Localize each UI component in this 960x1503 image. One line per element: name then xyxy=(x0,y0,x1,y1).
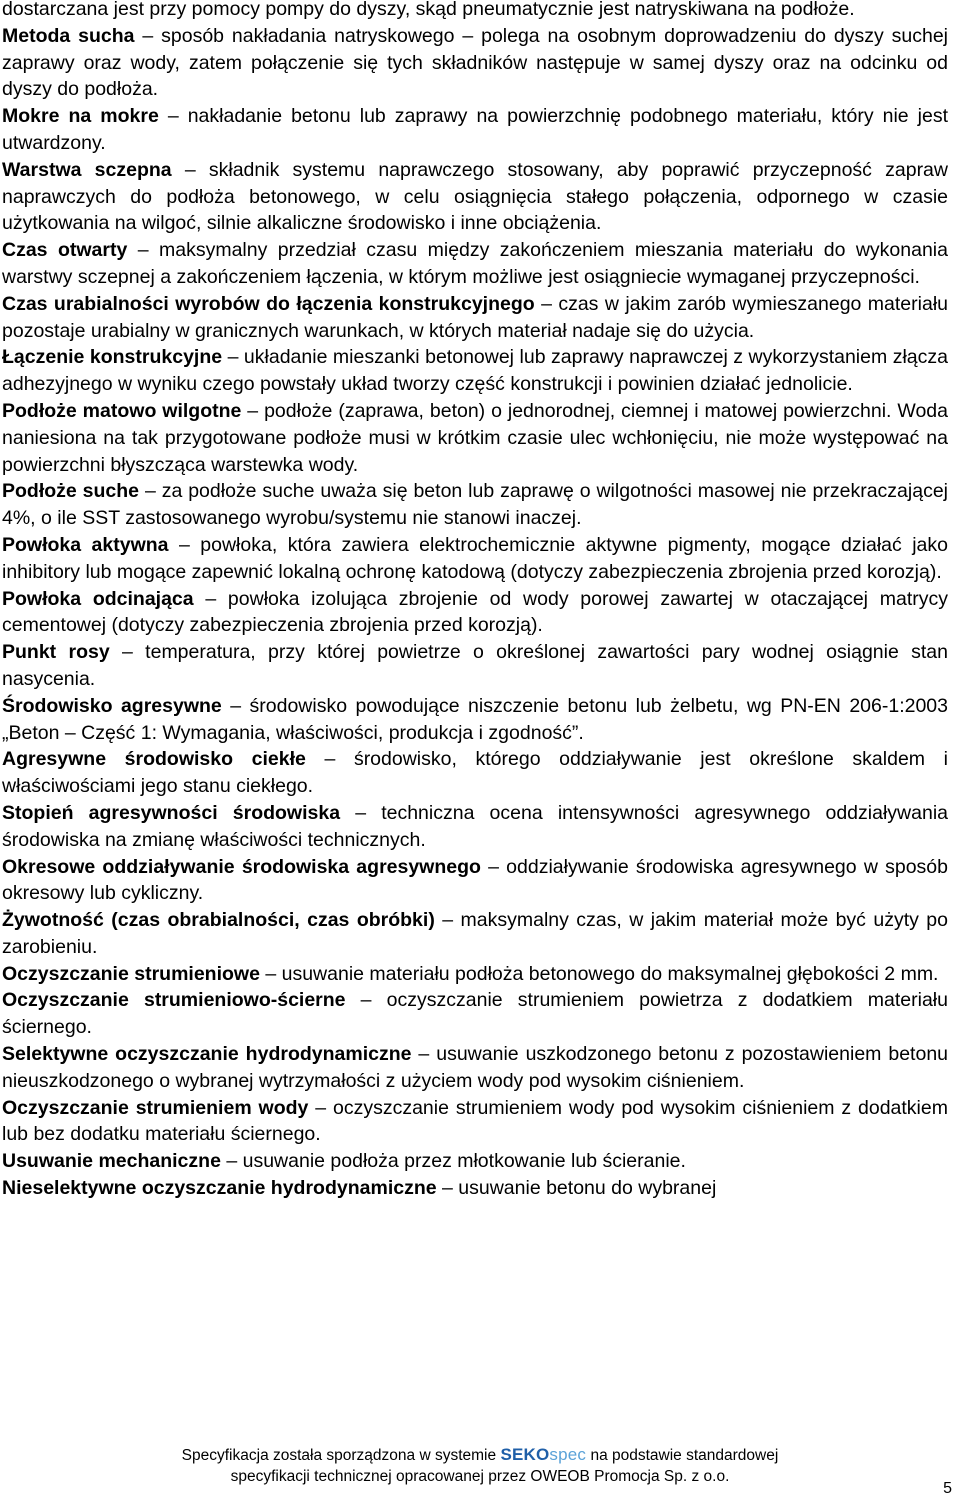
definition-term: Żywotność (czas obrabialności, czas obróbki) xyxy=(2,909,435,932)
sekospec-logo xyxy=(500,1445,586,1464)
definition-text: – usuwanie uszkodzonego betonu z pozostawieniem betonu nieuszkodzonego o wybranej wytrzymałości z użyciem wody pod wysokim ciśnieniem. xyxy=(2,1043,949,1092)
logo-part-seko: SEKO xyxy=(500,1445,550,1464)
definition-text: – temperatura, przy której powietrze o określonej zawartości pary wodnej osiągnie stan nasycenia. xyxy=(2,641,948,690)
definition-text: – oczyszczanie strumieniem powietrza z dodatkiem materiału ściernego. xyxy=(2,989,948,1039)
footer-line-1 xyxy=(0,1444,960,1466)
document-body xyxy=(2,0,948,1202)
definition-term: Selektywne oczyszczanie hydrodynamiczne xyxy=(2,1043,412,1066)
definition-text: – czas w jakim zarób wymieszanego materiału pozostaje urabialny w granicznych warunkach, w których materiał nadaje się do użycia. xyxy=(2,292,949,342)
definition-text: – środowisko, którego oddziaływanie jest określone skaldem i właściwościami jego stanu ciekłego. xyxy=(2,748,948,798)
definition-text: – usuwanie materiału podłoża betonowego do maksymalnej głębokości 2 mm. xyxy=(259,962,939,985)
page-footer xyxy=(0,1444,960,1487)
definition-paragraph xyxy=(2,586,948,640)
definition-text: – oczyszczanie strumieniem wody pod wysokim ciśnieniem z dodatkiem lub bez dodatku materiału ściernego. xyxy=(2,1096,948,1146)
definition-term: Metoda sucha xyxy=(2,24,135,47)
definition-term: Usuwanie mechaniczne xyxy=(2,1150,221,1173)
definition-paragraph xyxy=(2,103,948,157)
definition-text: – usuwanie podłoża przez młotkowanie lub ścieranie. xyxy=(220,1150,686,1173)
definition-text: – sposób nakładania natryskowego – polega na osobnym doprowadzeniu do dyszy suchej zaprawy oraz wody, zatem połączenie się tych składników następuje w samej dyszy oraz na odcinku od dyszy do podłoża. xyxy=(2,24,949,101)
definition-text: dostarczana jest przy pomocy pompy do dyszy, skąd pneumatycznie jest natryskiwana na podłoże. xyxy=(2,0,855,20)
definition-paragraph xyxy=(2,23,948,103)
definition-term: Oczyszczanie strumieniowo-ścierne xyxy=(2,989,346,1012)
definition-term: Powłoka odcinająca xyxy=(2,587,194,610)
definition-paragraph xyxy=(2,478,948,532)
definition-paragraph xyxy=(2,532,948,586)
definition-text: – oddziaływanie środowiska agresywnego w sposób okresowy lub cykliczny. xyxy=(2,855,948,905)
definition-term: Podłoże matowo wilgotne xyxy=(2,399,242,422)
definition-term: Punkt rosy xyxy=(2,641,110,664)
definition-text: – za podłoże suche uważa się beton lub zaprawę o wilgotności masowej nie przekraczającej 4%, o ile SST zastosowanego wyrobu/systemu nie stanowi inaczej. xyxy=(2,480,949,530)
definition-paragraph xyxy=(2,961,948,988)
definition-paragraph xyxy=(2,746,948,800)
definition-paragraph xyxy=(2,987,948,1041)
definition-term: Podłoże suche xyxy=(2,480,140,503)
definition-paragraph xyxy=(2,693,948,747)
definition-paragraph xyxy=(2,1175,948,1202)
definition-term: Oczyszczanie strumieniowe xyxy=(2,962,260,985)
page-number: 5 xyxy=(943,1480,952,1497)
definition-paragraph xyxy=(2,854,948,908)
definition-text: – maksymalny przedział czasu między zakończeniem mieszania materiału do wykonania warstwy sczepnej a zakończeniem łączenia, w którym możliwe jest osiągniecie wymaganej przyczepności. xyxy=(2,239,948,288)
definition-text: – składnik systemu naprawczego stosowany, aby poprawić przyczepność zapraw naprawczych do podłoża betonowego, w celu osiągnięcia stałego połączenia, odpornego w czasie użytkowania na wilgoć, silnie alkaliczne środowisko i inne obciążenia. xyxy=(2,158,948,235)
definition-term: Agresywne środowisko ciekłe xyxy=(2,748,306,771)
definition-text: – maksymalny czas, w jakim materiał może być użyty po zarobieniu. xyxy=(2,909,948,958)
definition-text: – układanie mieszanki betonowej lub zaprawy naprawczej z wykorzystaniem złącza adhezyjnego w wyniku czego powstały układ tworzy część konstrukcji i powinien działać jednolicie. xyxy=(2,346,948,396)
definition-paragraph xyxy=(2,1095,948,1149)
definition-text: – powłoka, która zawiera elektrochemicznie aktywne pigmenty, mogące działać jako inhibitory lub mogące zapewnić lokalną ochronę katodową (dotyczy zabezpieczenia zbrojenia przed korozją). xyxy=(2,533,948,583)
definition-paragraph xyxy=(2,237,948,291)
footer-text-before: Specyfikacja została sporządzona w systemie xyxy=(181,1447,501,1464)
definition-term: Łączenie konstrukcyjne xyxy=(2,346,223,369)
definition-text: – środowisko powodujące niszczenie betonu lub żelbetu, wg PN-EN 206-1:2003 „Beton – Część 1: Wymagania, właściwości, produkcja i zgodność”. xyxy=(2,694,948,744)
logo-part-spec: spec xyxy=(549,1445,587,1464)
definition-paragraph xyxy=(2,907,948,961)
definition-term: Czas urabialności wyrobów do łączenia konstrukcyjnego xyxy=(2,292,535,315)
definition-paragraph xyxy=(2,639,948,693)
footer-line-2: specyfikacji technicznej opracowanej przez OWEOB Promocja Sp. z o.o. xyxy=(230,1468,730,1485)
definition-paragraph xyxy=(2,1041,948,1095)
continued-paragraph xyxy=(2,0,948,23)
definition-paragraph xyxy=(2,344,948,398)
definition-term: Mokre na mokre xyxy=(2,105,159,128)
definition-term: Okresowe oddziaływanie środowiska agresywnego xyxy=(2,855,481,878)
definition-paragraph xyxy=(2,157,948,237)
definition-paragraph xyxy=(2,398,948,478)
definition-text: – podłoże (zaprawa, beton) o jednorodnej, ciemnej i matowej powierzchni. Woda naniesiona na tak przygotowane podłoże musi w krótkim czasie ulec wchłonięciu, nie może występować na powierzchni błyszcząca warstewka wody. xyxy=(2,399,948,476)
definition-term: Środowisko agresywne xyxy=(2,694,222,717)
definition-text: – nakładanie betonu lub zaprawy na powierzchnię podobnego materiału, który nie jest utwardzony. xyxy=(2,105,948,154)
definition-paragraph xyxy=(2,1148,948,1175)
definition-term: Stopień agresywności środowiska xyxy=(2,801,341,824)
definition-term: Czas otwarty xyxy=(2,239,128,262)
definition-term: Warstwa sczepna xyxy=(2,158,172,181)
definition-text: – techniczna ocena intensywności agresywnego oddziaływania środowiska na zmianę właściwości technicznych. xyxy=(2,801,948,851)
definition-text: – powłoka izolująca zbrojenie od wody porowej zawartej w otaczającej matrycy cementowej (dotyczy zabezpieczenia zbrojenia przed korozją). xyxy=(2,587,948,637)
footer-text-after: na podstawie standardowej xyxy=(590,1447,779,1464)
definition-term: Powłoka aktywna xyxy=(2,533,169,556)
definition-paragraph xyxy=(2,800,948,854)
definition-term: Nieselektywne oczyszczanie hydrodynamiczne xyxy=(2,1177,437,1200)
definition-text: – usuwanie betonu do wybranej xyxy=(436,1177,717,1200)
definition-paragraph xyxy=(2,291,948,345)
definition-term: Oczyszczanie strumieniem wody xyxy=(2,1096,309,1119)
